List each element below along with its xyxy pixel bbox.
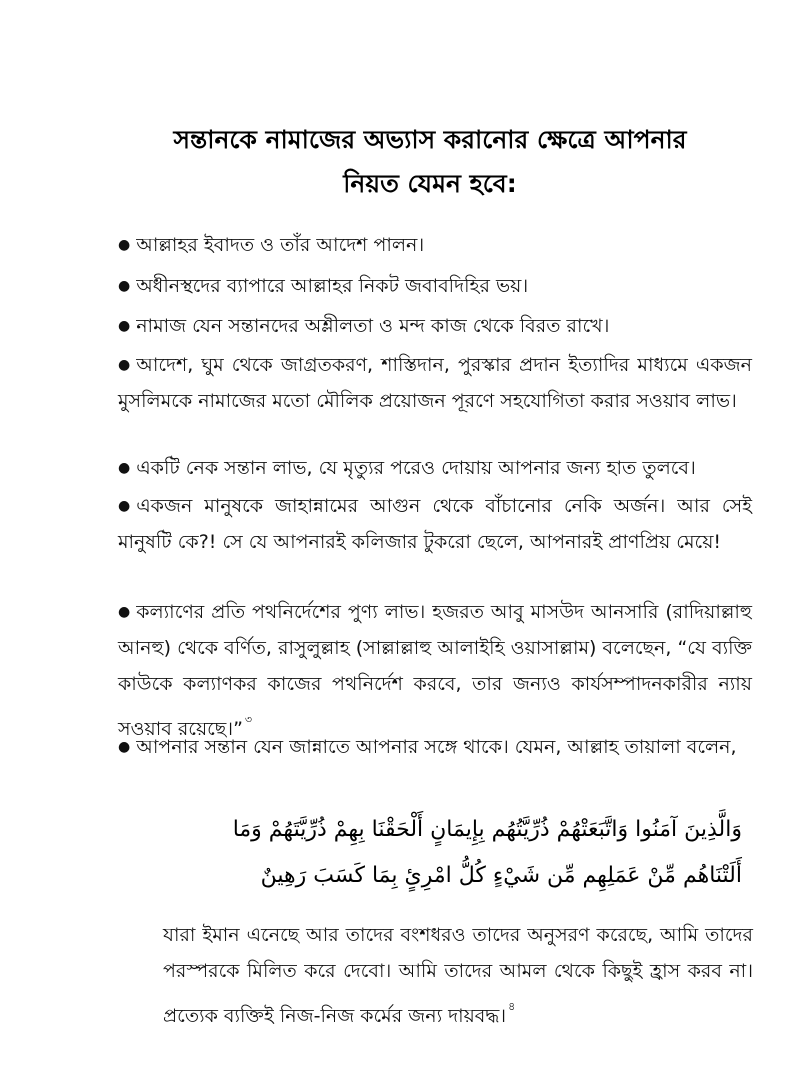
verse-line-2: أَلَتْنَاهُم مِّنْ عَمَلِهِم مِّن شَيْءٍ كُلُّ امْرِئٍ بِمَا كَسَبَ رَهِينٌ [260, 863, 742, 888]
bullet-icon: ● [118, 498, 131, 514]
list-item [118, 227, 752, 263]
footnote-marker: ৩ [244, 713, 253, 726]
bullet-icon: ● [118, 278, 131, 294]
list-item-text: অধীনস্থদের ব্যাপারে আল্লাহর নিকট জবাবদিহির ভয়। [136, 275, 529, 297]
list-item-text: আপনার সন্তান যেন জান্নাতে আপনার সঙ্গে থাকে। যেমন, আল্লাহ তায়ালা বলেন, [136, 736, 737, 758]
list-item [118, 729, 752, 765]
footnote-marker: ৪ [508, 1000, 516, 1013]
page-title-line-1: সন্তানকে নামাজের অভ্যাস করানোর ক্ষেত্রে আপনার [173, 125, 687, 154]
list-item [118, 488, 752, 560]
list-item-text: আল্লাহর ইবাদত ও তাঁর আদেশ পালন। [136, 234, 425, 256]
list-item-text: কল্যাণের প্রতি পথনির্দেশের পুণ্য লাভ। হজরত আবু মাসউদ আনসারি (রাদিয়াল্লাহু আনহু) থেকে বর্ণিত, রাসুলুল্লাহ (সাল্লাল্লাহু আলাইহি ওয়াসাল্লাম) বলেছেন, “যে ব্যক্তি কাউকে কল্যাণকর কাজের পথনির্দেশ করবে, তার জন্যও কার্যসম্পাদনকারীর ন্যায় সওয়াব রয়েছে।” [118, 601, 752, 740]
list-item-text: আদেশ, ঘুম থেকে জাগ্রতকরণ, শাস্তিদান, পুরস্কার প্রদান ইত্যাদির মাধ্যমে একজন মুসলিমকে নামাজের মতো মৌলিক প্রয়োজন পূরণে সহযোগিতা করার সওয়াব লাভ। [118, 354, 752, 412]
bullet-icon: ● [118, 604, 131, 620]
bullet-icon: ● [118, 460, 131, 476]
bullet-icon: ● [118, 237, 131, 253]
list-item [118, 347, 752, 419]
translation-text: যারা ইমান এনেছে আর তাদের বংশধরও তাদের অনুসরণ করেছে, আমি তাদের পরস্পরকে মিলিত করে দেবো। আমি তাদের আমল থেকে কিছুই হ্রাস করব না। প্রত্যেক ব্যক্তিই নিজ-নিজ কর্মের জন্য দায়বদ্ধ। [163, 924, 753, 1027]
list-item-text: নামাজ যেন সন্তানদের অশ্লীলতা ও মন্দ কাজ থেকে বিরত রাখে। [136, 315, 610, 337]
list-item [118, 268, 752, 304]
verse-line-1: وَالَّذِينَ آمَنُوا وَاتَّبَعَتْهُمْ ذُرِّيَّتُهُم بِإِيمَانٍ أَلْحَقْنَا بِهِمْ ذُرِّيَّتَهُمْ وَمَا [232, 817, 742, 842]
page-title-line-2: নিয়ত যেমন হবে: [343, 169, 517, 198]
list-item-text: একজন মানুষকে জাহান্নামের আগুন থেকে বাঁচানোর নেকি অর্জন। আর সেই মানুষটি কে?! সে যে আপনারই কলিজার টুকরো ছেলে, আপনারই প্রাণপ্রিয় মেয়ে! [118, 495, 752, 553]
list-item [118, 594, 752, 747]
list-item [118, 308, 752, 344]
list-item [118, 450, 752, 486]
verse-translation [163, 917, 753, 1034]
bullet-icon: ● [118, 739, 131, 755]
bullet-icon: ● [118, 357, 131, 373]
bullet-icon: ● [118, 318, 131, 334]
list-item-text: একটি নেক সন্তান লাভ, যে মৃত্যুর পরেও দোয়ায় আপনার জন্য হাত তুলবে। [136, 457, 696, 479]
